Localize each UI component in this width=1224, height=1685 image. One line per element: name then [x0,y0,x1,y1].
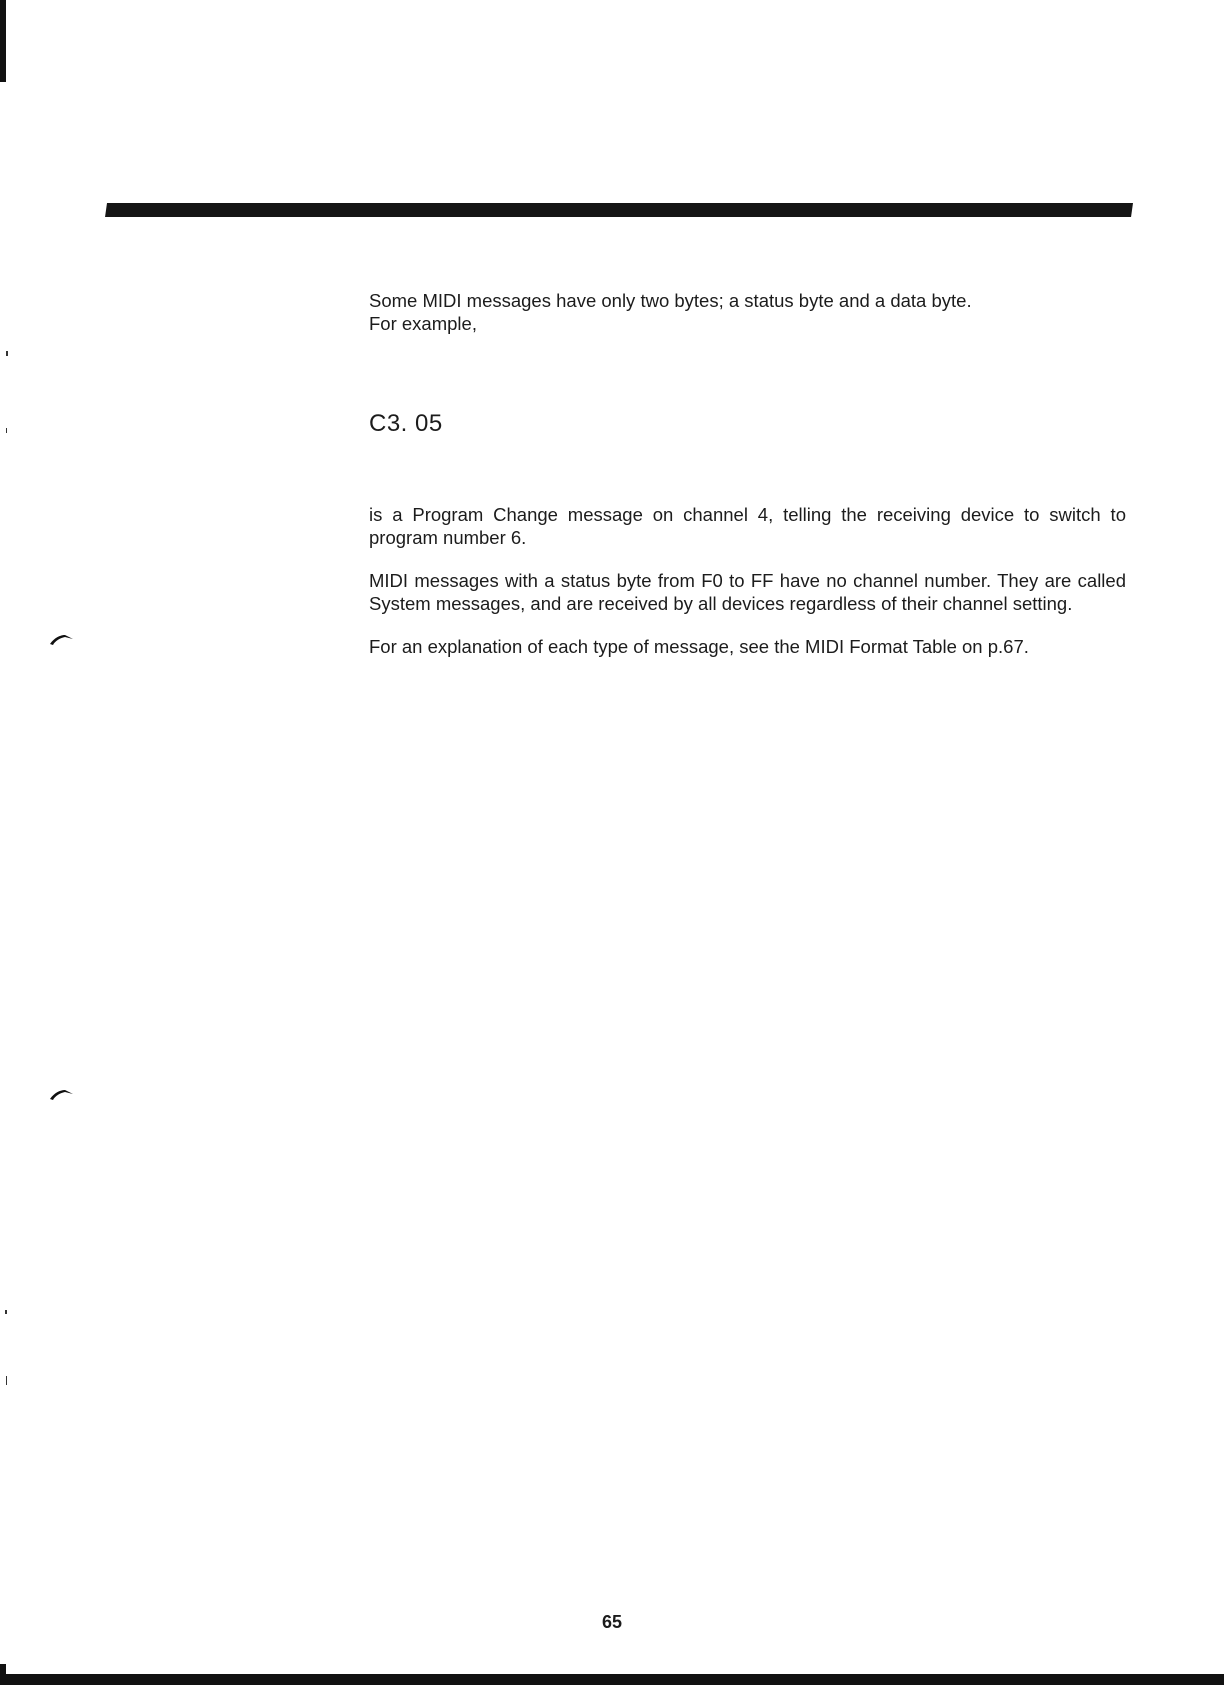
reference-paragraph: For an explanation of each type of message, see the MIDI Format Table on p.67. [369,636,1029,657]
scan-speck [6,351,8,356]
intro-line-2: For example, [369,313,477,334]
binding-edge-mark [0,0,6,82]
example-midi-code: C3. 05 [369,410,443,437]
scan-mark-lower [49,1088,75,1100]
scan-speck [5,1310,7,1314]
scan-speck [6,428,7,433]
header-rule [105,203,1133,217]
footer-rule [0,1674,1224,1685]
system-messages-paragraph: MIDI messages with a status byte from F0 to FF have no channel number. They are called System messages, and are received by all devices regardless of their channel setting. [369,570,1126,614]
intro-line-1: Some MIDI messages have only two bytes; a status byte and a data byte. [369,290,972,311]
explanation-paragraph: is a Program Change message on channel 4, telling the receiving device to switch to program number 6. [369,504,1126,548]
intro-paragraph [369,289,1126,335]
scan-mark-upper [49,633,75,645]
scan-speck [6,1376,7,1385]
page-body [369,289,1126,658]
page-number: 65 [601,1612,623,1632]
